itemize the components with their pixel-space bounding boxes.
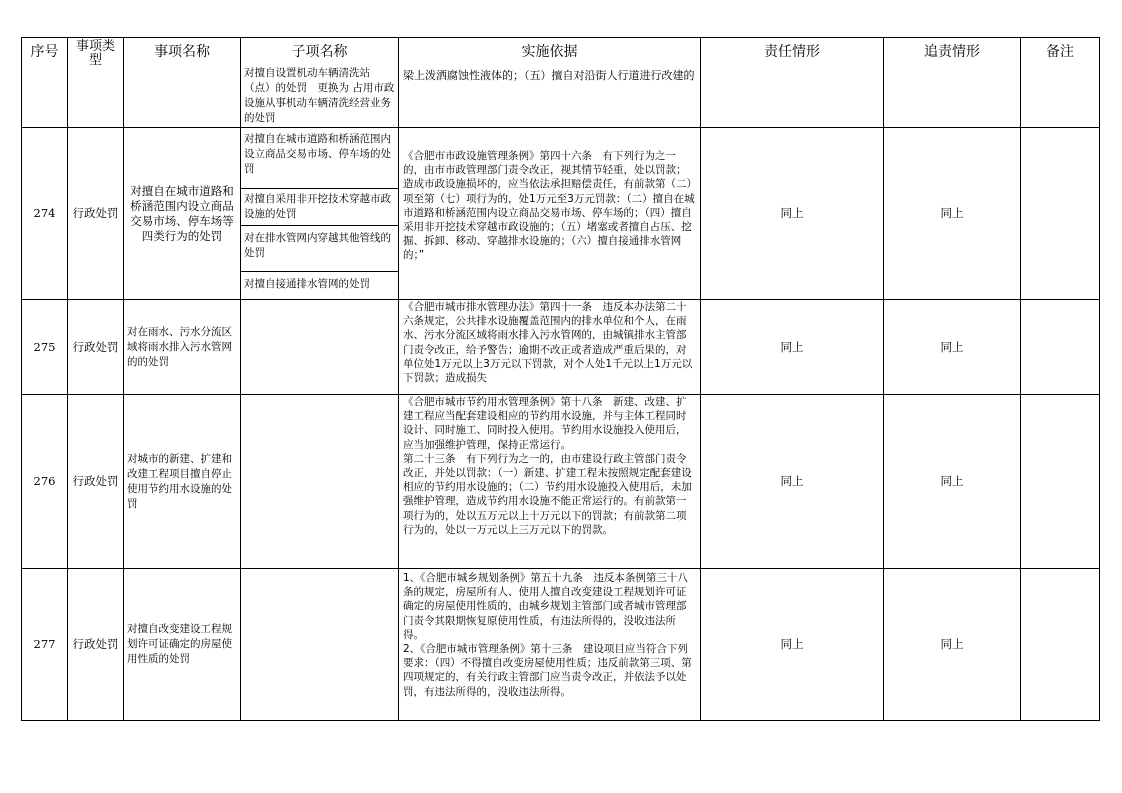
row-277-accountability: 同上	[940, 637, 964, 651]
header-responsibility: 责任情形	[764, 44, 820, 60]
row-274-subitem-4: 对擅自接通排水管网的处罚	[244, 278, 370, 290]
row-274-subitem-2: 对擅自采用非开挖技术穿越市政设施的处罚	[244, 193, 391, 220]
row-277-type: 行政处罚	[72, 637, 119, 651]
row-274-name: 对擅自在城市道路和桥涵范围内设立商品交易市场、停车场等四类行为的处罚	[130, 183, 234, 243]
header-accountability: 追责情形	[924, 44, 980, 60]
row-276-type: 行政处罚	[72, 474, 119, 488]
row-275-seq: 275	[33, 339, 56, 354]
row-276-seq: 276	[33, 474, 56, 488]
row-274-seq: 274	[33, 206, 56, 220]
row-275-accountability: 同上	[940, 339, 964, 354]
row-274-type: 行政处罚	[72, 206, 119, 220]
header-name: 事项名称	[154, 44, 210, 60]
continuation-basis: 梁上泼洒腐蚀性液体的；（五）擅自对沿街人行道进行改建的	[403, 69, 695, 82]
header-basis: 实施依据	[399, 38, 700, 60]
row-277-basis: 1、《合肥市城乡规划条例》第五十九条 违反本条例第三十八条的规定，房屋所有人、使用人擅自改变建设工程规划许可证确定的房屋使用性质的，由城乡规划主管部门或者城市管理部门责令其限期恢复原使用性质，有违法所得的，没收违法所得。 2、《合肥市城市管理条例》第十三条 建设项目应当符合下列要求：（四）不得擅自改变房屋使用性质；违反前款第三项、第四项规定的，有关行政主管部门应当责令改正，并依法予以处罚，有违法所得的，没收违法所得。	[403, 572, 692, 698]
row-275-name: 对在雨水、污水分流区域将雨水排入污水管网的的处罚	[127, 325, 232, 368]
row-275-subitem	[241, 300, 398, 394]
row-274-subitem-1: 对擅自在城市道路和桥涵范围内设立商品交易市场、停车场的处罚	[244, 133, 391, 175]
grid-line	[240, 188, 398, 189]
continuation-subitem: 对擅自设置机动车辆清洗站（点）的处罚 更换为 占用市政设施从事机动车辆清洗经营业务的处罚	[244, 67, 395, 124]
row-276-basis: 《合肥市城市节约用水管理条例》第十八条 新建、改建、扩建工程应当配套建设相应的节约用水设施，并与主体工程同时设计、同时施工、同时投入使用。节约用水设施投入使用后，应当加强维护管理，保持正常运行。 第二十三条 有下列行为之一的，由市建设行政主管部门责令改正，并处以罚款：（一）新建、扩建工程未按照规定配套建设相应的节约用水设施的；（二）节约用水设施投入使用后，未加强维护管理，造成节约用水设施不能正常运行的。有前款第一项行为的，处以五万元以上十万元以下的罚款；有前款第二项行为的，处以一万元以上三万元以下的罚款。	[403, 396, 692, 536]
row-275-type: 行政处罚	[72, 339, 119, 354]
row-275-basis: 《合肥市城市排水管理办法》第四十一条 违反本办法第二十六条规定，公共排水设施覆盖范围内的排水单位和个人，在雨水、污水分流区域将雨水排入污水管网的，由城镇排水主管部门责令改正，给予警告；逾期不改正或者造成严重后果的，对单位处1万元以上3万元以下罚款，对个人处1千元以上1万元以下罚款；造成损失	[403, 301, 693, 385]
row-277-name: 对擅自改变建设工程规划许可证确定的房屋使用性质的处罚	[127, 623, 232, 665]
row-276-accountability: 同上	[940, 474, 964, 488]
row-276-remark	[1021, 395, 1099, 568]
row-277-subitem	[241, 569, 398, 720]
row-276-name: 对城市的新建、扩建和改建工程项目擅自停止使用节约用水设施的处罚	[127, 452, 232, 510]
row-277-remark	[1021, 569, 1099, 720]
row-275-responsibility: 同上	[780, 339, 804, 354]
row-274-remark	[1021, 128, 1099, 299]
row-275-remark	[1021, 300, 1099, 394]
row-274-basis: 《合肥市市政设施管理条例》第四十六条 有下列行为之一的，由市市政管理部门责令改正，视其情节轻重，处以罚款；造成市政设施损坏的，应当依法承担赔偿责任，有前款第（二）项至第（七）项行为的，处1万元至3万元罚款：（二）擅自在城市道路和桥涵范围内设立商品交易市场、停车场的；（四）擅自采用非开挖技术穿越市政设施的；（五）堵塞或者擅自占压、挖掘、拆卸、移动、穿越排水设施的；（六）擅自接通排水管网的；”	[403, 150, 695, 262]
row-277-seq: 277	[33, 637, 56, 651]
row-274-responsibility: 同上	[780, 206, 804, 220]
header-seq: 序号	[30, 44, 59, 60]
row-274-accountability: 同上	[940, 206, 964, 220]
row-276-responsibility: 同上	[780, 474, 804, 488]
row-277-responsibility: 同上	[780, 637, 804, 651]
header-type: 事项类型	[76, 39, 116, 68]
row-274-subitem-3: 对在排水管网内穿越其他管线的处罚	[244, 232, 391, 259]
data-table	[21, 37, 1100, 721]
header-subname: 子项名称	[241, 38, 398, 62]
row-276-subitem	[241, 395, 398, 568]
grid-line	[240, 225, 398, 226]
header-remark: 备注	[1046, 44, 1074, 60]
